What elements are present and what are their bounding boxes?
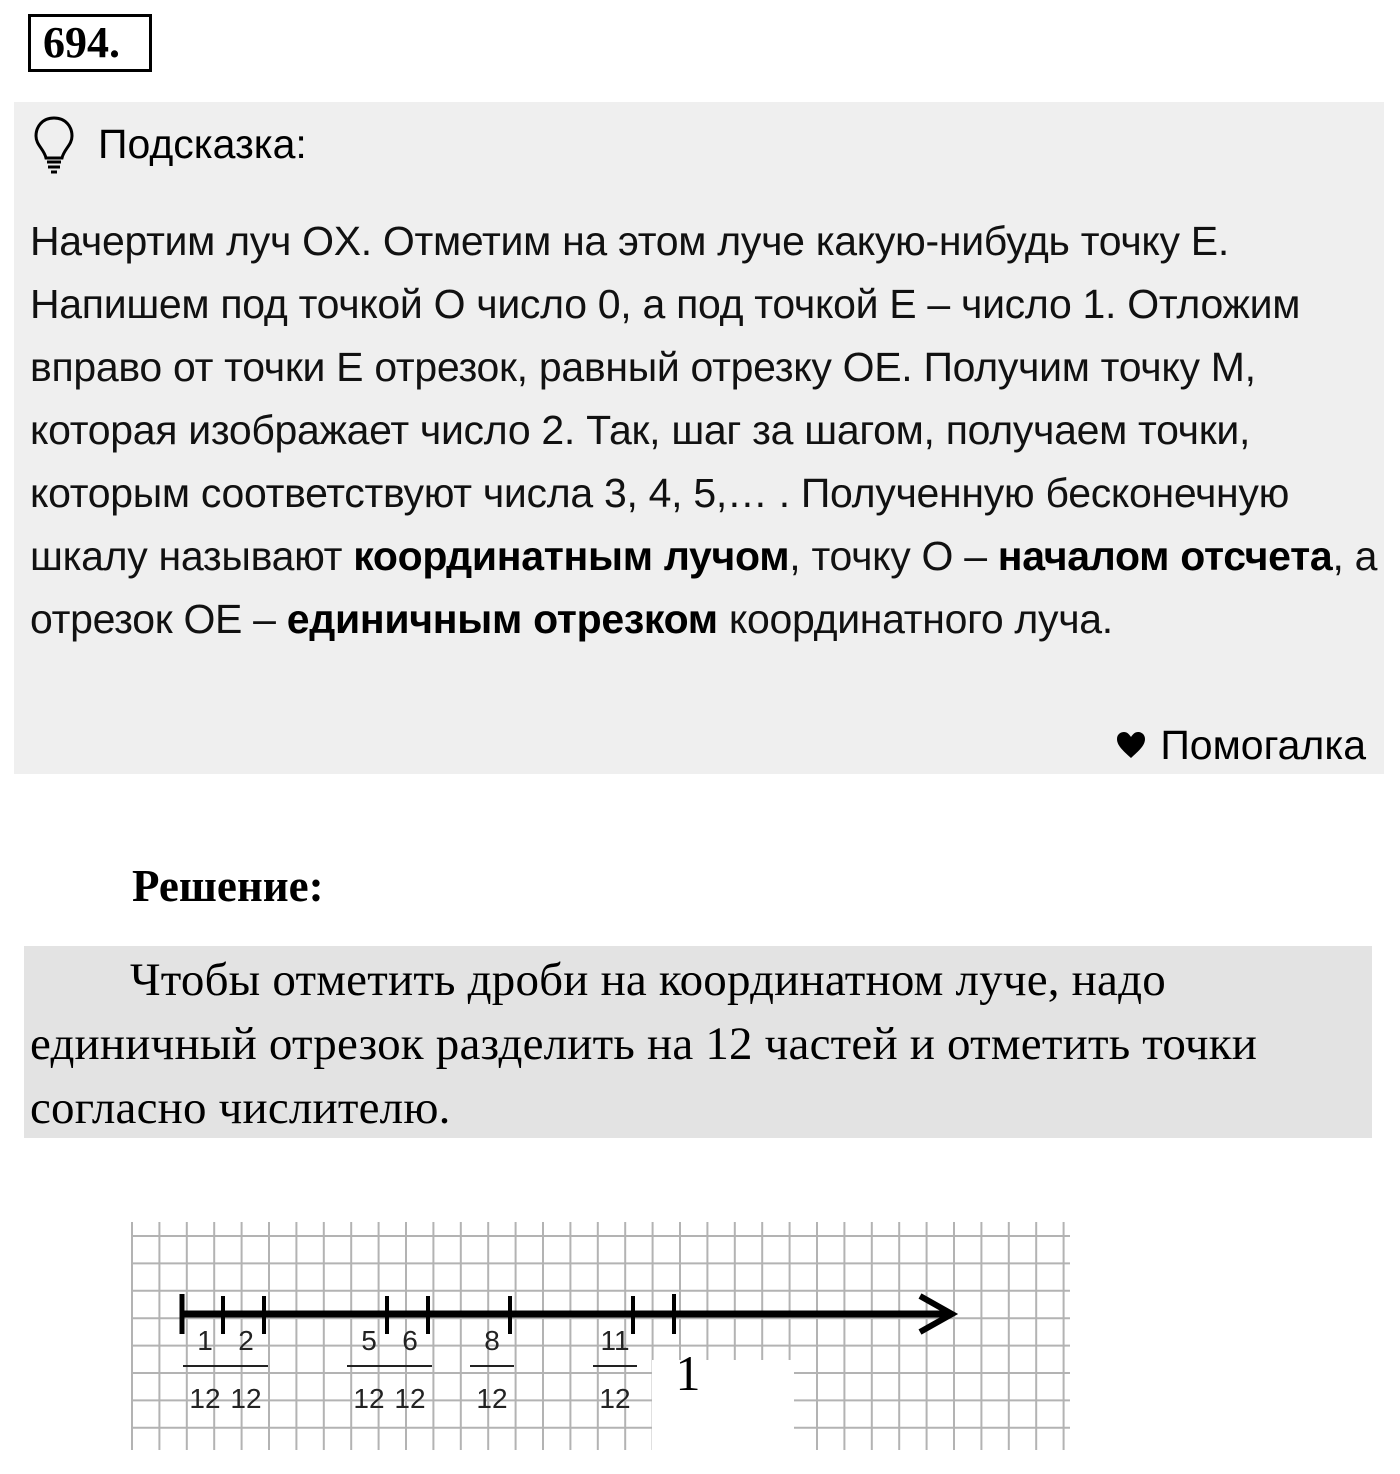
fraction-numerator: 5 xyxy=(361,1325,377,1356)
hint-text-run: , а отрезок OE – xyxy=(30,533,1378,642)
hint-title: Подсказка: xyxy=(98,121,307,167)
fraction-numerator: 8 xyxy=(484,1325,500,1356)
fraction-denominator: 12 xyxy=(394,1383,426,1414)
hint-term: координатным лучом xyxy=(353,533,790,579)
lightbulb-icon xyxy=(32,114,76,174)
fraction-denominator: 12 xyxy=(353,1383,385,1414)
hint-text-run: Начертим луч OX. Отметим на этом луче какую-нибудь точку E. Напишем под точкой O число 0, а под точкой E – число 1. Отложим вправо от точки E отрезок, равный отрезку OE. Получим точку M, которая изображает число 2. Так, шаг за шагом, получаем точки, которым соответствуют числа 3, 4, 5,… . Полученную бесконечную шкалу называют xyxy=(30,218,1301,579)
hint-text-run: , точку O – xyxy=(789,533,998,579)
hint-term: началом отсчета xyxy=(997,533,1333,579)
hint-panel xyxy=(14,102,1384,774)
solution-box xyxy=(24,946,1372,1138)
solution-text: Чтобы отметить дроби на координатном луче, надо единичный отрезок разделить на 12 частей и отметить точки согласно числителю. xyxy=(30,954,1258,1134)
fraction-denominator: 12 xyxy=(189,1383,221,1414)
fraction-denominator: 12 xyxy=(476,1383,508,1414)
fraction-numerator: 2 xyxy=(238,1325,254,1356)
solution-title: Решение: xyxy=(132,861,324,911)
label-background xyxy=(652,1360,794,1452)
fraction-denominator: 12 xyxy=(230,1383,262,1414)
fraction-numerator: 11 xyxy=(600,1325,630,1356)
hint-text xyxy=(30,210,1380,651)
hint-term: единичным отрезком xyxy=(286,596,718,642)
unit-label: 1 xyxy=(675,1345,701,1401)
hint-text-run: координатного луча. xyxy=(717,596,1113,642)
hint-header xyxy=(32,112,307,176)
number-ray-figure xyxy=(0,1200,1100,1474)
credit-label: Помогалка xyxy=(1160,721,1366,768)
fraction-numerator: 1 xyxy=(197,1325,213,1356)
fraction-denominator: 12 xyxy=(599,1383,631,1414)
fraction-numerator: 6 xyxy=(402,1325,418,1356)
heart-icon xyxy=(1116,731,1146,759)
credit xyxy=(1116,717,1366,773)
problem-number: 694. xyxy=(28,14,152,72)
